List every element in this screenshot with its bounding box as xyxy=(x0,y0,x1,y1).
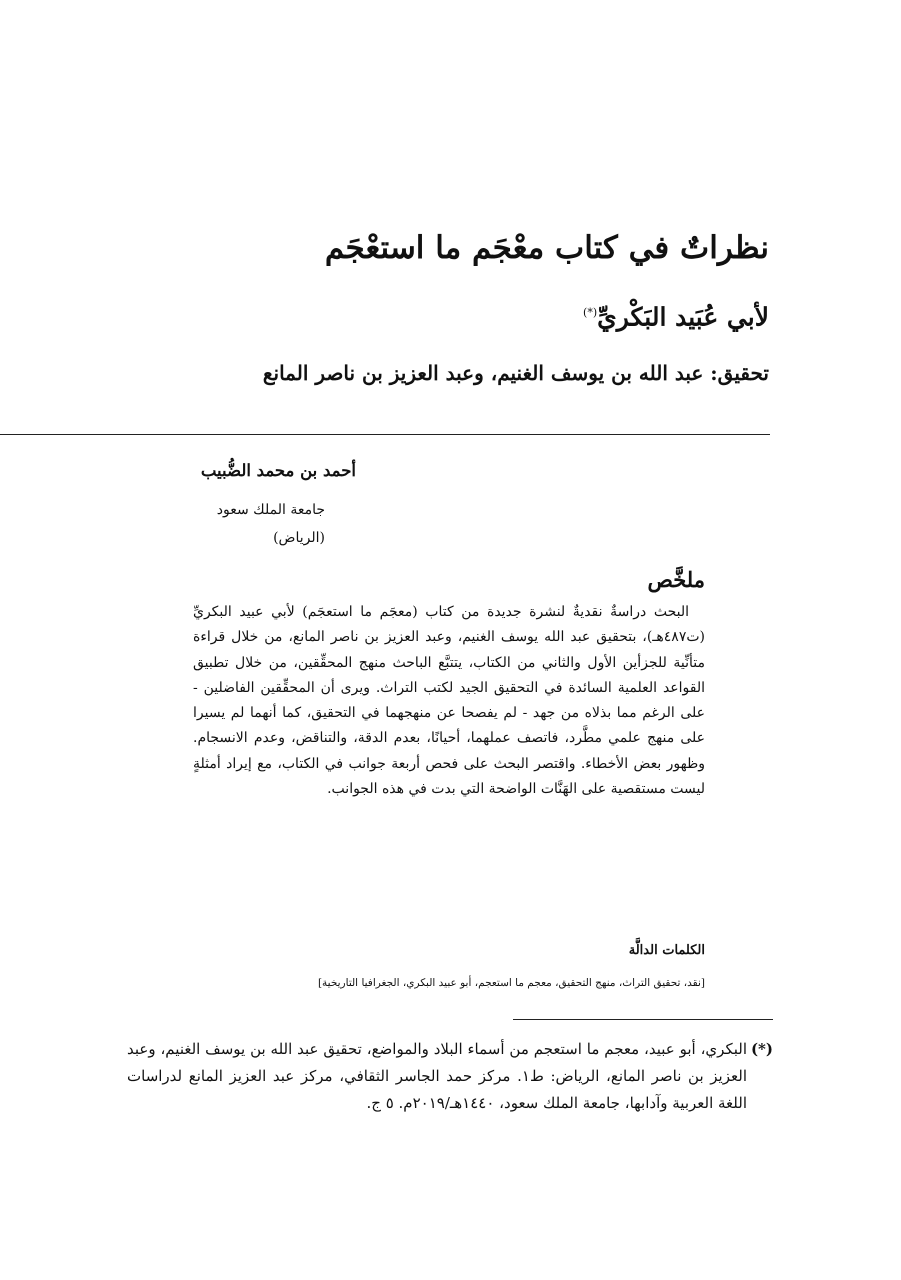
subtitle-text: لأبي عُبَيد البَكْريِّ xyxy=(597,302,769,332)
footnote-reference-mark: (*) xyxy=(583,306,598,319)
footnote-mark: (*) xyxy=(750,1040,773,1058)
header-divider xyxy=(0,434,770,435)
abstract-heading: ملخَّص xyxy=(647,567,705,592)
author-affiliation: جامعة الملك سعود xyxy=(216,502,325,518)
keywords-list: [نقد، تحقيق التراث، منهج التحقيق، معجم ما استعجم، أبو عبيد البكري، الجغرافيا التاريخية] xyxy=(317,977,705,989)
footnote xyxy=(127,1036,773,1117)
article-subtitle xyxy=(209,291,769,339)
author-name: أحمد بن محمد الضُّبيب xyxy=(200,461,356,480)
footnote-divider xyxy=(513,1019,773,1020)
abstract-body: البحث دراسةٌ نقديةٌ لنشرة جديدة من كتاب (معجَم ما استعجَم) لأبي عبيد البكريِّ (ت٤٨٧هـ)، بتحقيق عبد الله يوسف الغنيم، وعبد العزيز بن ناصر المانع، من خلال قراءة متأنِّية للجزأين الأول والثاني من الكتاب، يتتبَّع الباحث منهج المحقِّقين، من خلال تطبيق القواعد العلمية السائدة في التحقيق الجيد لكتب التراث. ويرى أن المحقِّقين الفاضلين - على الرغم مما بذلاه من جهد - لم يفصحا عن منهجهما في التحقيق، كما أنهما لم يسيرا على منهج علمي مطَّرد، فاتصف عملهما، أحيانًا، بعدم الدقة، والتناقض، وعدم الانسجام. وظهور بعض الأخطاء. واقتصر البحث على فحص أربعة جوانب في الكتاب، مع إيراد أمثلةٍ ليست مستقصية على الهَنَّات الواضحة التي بدت في هذه الجوانب. xyxy=(193,604,705,798)
editors-line: تحقيق: عبد الله بن يوسف الغنيم، وعبد العزيز بن ناصر المانع xyxy=(262,361,769,385)
author-city: (الرياض) xyxy=(273,530,325,546)
footnote-text: البكري، أبو عبيد، معجم ما استعجم من أسماء البلاد والمواضع، تحقيق عبد الله بن يوسف الغنيم، وعبد العزيز بن ناصر المانع، الرياض: ط١. مركز حمد الجاسر الثقافي، مركز عبد العزيز المانع لدراسات اللغة العربية وآدابها، جامعة الملك سعود، ١٤٤٠هـ/٢٠١٩م. ٥ ج. xyxy=(127,1040,747,1112)
article-title: نظراتٌ في كتاب معْجَم ما استعْجَم xyxy=(324,230,769,266)
keywords-heading: الكلمات الدالَّة xyxy=(628,943,705,958)
